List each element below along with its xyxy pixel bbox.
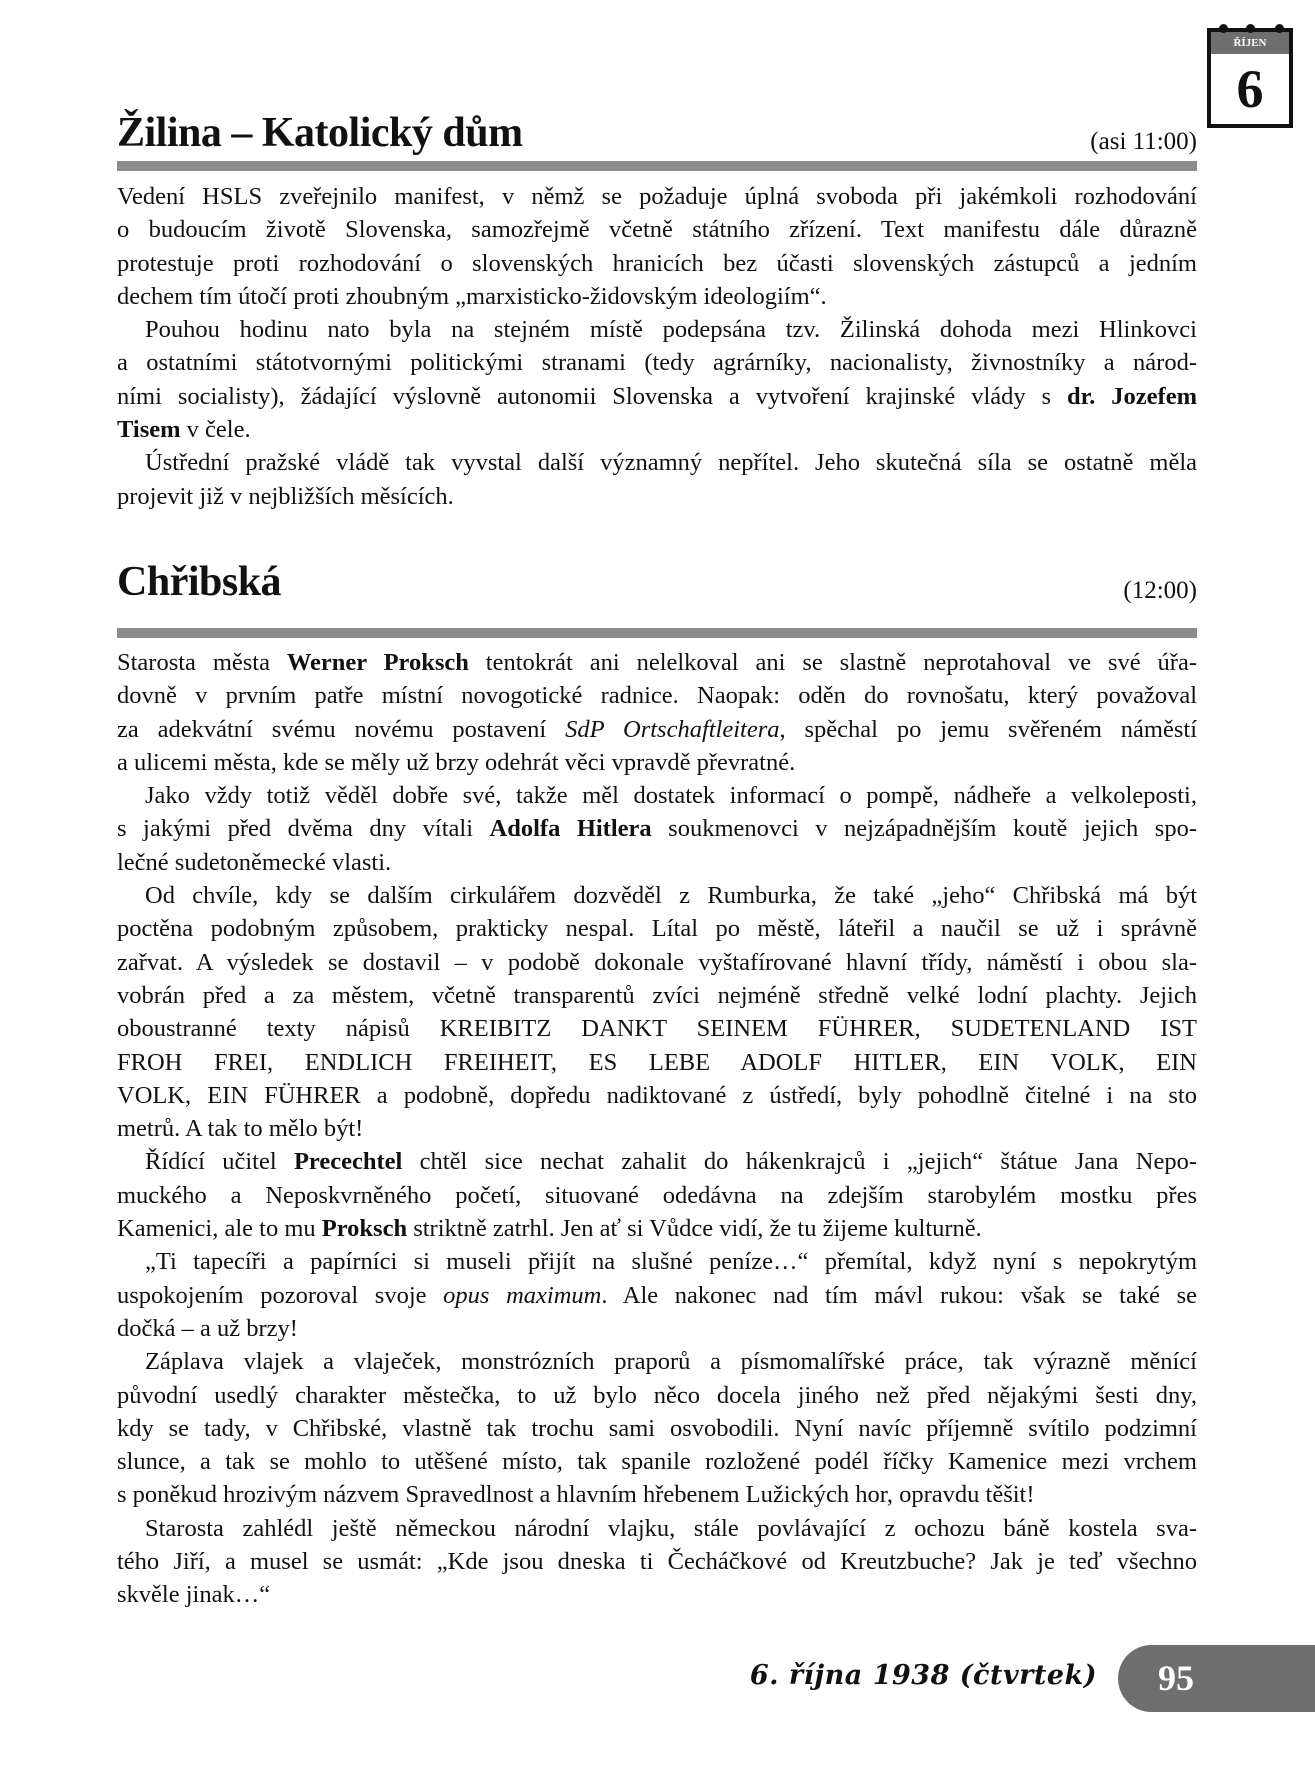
text-run: a ostatními státotvornými politickými stranami (tedy agrárníky, nacionalisty, živnostníky a národ-: [117, 349, 1197, 377]
italic-term: opus maximum: [443, 1281, 602, 1309]
bold-name: Werner Proksch: [286, 649, 469, 676]
calendar-ring-icon: [1246, 24, 1255, 33]
text-line: [117, 1478, 1197, 1511]
section-title: Žilina – Katolický dům: [117, 110, 523, 156]
text-line: [117, 1512, 1197, 1545]
calendar-month: ŘÍJEN: [1211, 32, 1289, 54]
text-run: Ústřední pražské vládě tak vyvstal další významný nepřítel. Jeho skutečná síla se ostatně měla: [145, 449, 1197, 477]
text-line: [117, 1046, 1197, 1079]
section-time: (12:00): [1123, 577, 1197, 604]
text-line: [117, 812, 1197, 845]
text-run: dovně v prvním patře místní novogotické radnice. Naopak: oděn do rovnošatu, který považoval: [117, 682, 1197, 710]
text-run: projevit již v nejbližších měsících.: [117, 482, 454, 510]
section-divider: [117, 161, 1197, 171]
page-number-tab: [1118, 1645, 1315, 1712]
section-body-chribska: [117, 646, 1197, 1612]
text-line: [117, 713, 1197, 746]
text-run: protestuje proti rozhodování o slovenských hranicích bez účasti slovenských zástupců a jedním: [117, 249, 1197, 277]
text-line: [117, 1279, 1197, 1312]
text-line: [117, 1145, 1197, 1178]
text-line: [117, 1545, 1197, 1578]
text-line: [117, 180, 1197, 213]
text-line: [117, 779, 1197, 812]
text-run: za adekvátní svému novému postavení: [117, 715, 566, 743]
page-number: 95: [1158, 1658, 1194, 1698]
text-run: uspokojením pozoroval svoje: [117, 1281, 444, 1309]
text-run: Řídící učitel: [145, 1148, 294, 1176]
text-run: Pouhou hodinu nato byla na stejném místě podepsána tzv. Žilinská dohoda mezi Hlinkovci: [145, 316, 1197, 344]
text-run: Jako vždy totiž věděl dobře své, takže měl dostatek informací o pompě, nádheře a velkoleposti,: [145, 782, 1197, 810]
text-run: původní usedlý charakter městečka, to už bylo něco docela jiného než před nějakými šesti dny,: [117, 1381, 1197, 1409]
text-line: [117, 846, 1197, 879]
text-run: muckého a Neposkvrněného početí, situované odedávna na zdejším starobylém mostku přes: [117, 1181, 1197, 1209]
text-line: [117, 1379, 1197, 1412]
italic-term: SdP Ortschaftleitera: [565, 715, 780, 743]
text-run: oboustranné texty nápisů KREIBITZ DANKT SEINEM FÜHRER, SUDETENLAND IST: [117, 1015, 1197, 1043]
section-time: (asi 11:00): [1090, 128, 1197, 155]
text-run: poctěna podobným způsobem, prakticky nespal. Lítal po městě, láteřil a naučil se už i správně: [117, 915, 1197, 943]
text-run: Starosta zahlédl ještě německou národní vlajku, stále povlávající z ochozu báně kostela sva-: [145, 1514, 1197, 1542]
text-run: dočká – a už brzy!: [117, 1314, 298, 1342]
text-run: striktně zatrhl. Jen ať si Vůdce vidí, že tu žijeme kulturně.: [407, 1215, 982, 1243]
text-line: [117, 1112, 1197, 1145]
text-line: [117, 1012, 1197, 1045]
text-run: tého Jiří, a musel se usmát: „Kde jsou dneska ti Čecháčkové od Kreutzbuche? Jak je teď všechno: [117, 1548, 1197, 1576]
text-line: [117, 1412, 1197, 1445]
text-line: [117, 746, 1197, 779]
text-line: [117, 646, 1197, 679]
text-line: [117, 280, 1197, 313]
text-run: s jakými před dvěma dny vítali: [117, 815, 490, 843]
text-line: [117, 1312, 1197, 1345]
text-run: s poněkud hrozivým názvem Spravedlnost a hlavním hřebenem Lužických hor, opravdu těšit!: [117, 1481, 1035, 1509]
text-run: chtěl sice nechat zahalit do hákenkrajců i „jejich“ štátue Jana Nepo-: [402, 1148, 1197, 1176]
text-line: [117, 213, 1197, 246]
text-run: a ulicemi města, kde se měly už brzy odehrát věci vpravdě převratné.: [117, 748, 796, 776]
text-run: , spěchal po jemu svěřeném náměstí: [779, 715, 1197, 743]
text-run: Starosta města: [117, 649, 287, 676]
text-run: VOLK, EIN FÜHRER a podobně, dopředu nadiktované z ústředí, byly pohodlně čitelné i na sto: [117, 1081, 1197, 1109]
text-line: [117, 480, 1197, 513]
text-line: [117, 979, 1197, 1012]
section-title: Chřibská: [117, 559, 282, 605]
text-line: [117, 912, 1197, 945]
text-line: [117, 1445, 1197, 1478]
text-run: ními socialisty), žádající výslovně autonomii Slovenska a vytvoření krajinské vlády s: [117, 382, 1068, 410]
calendar-ring-icon: [1275, 24, 1284, 33]
text-run: vobrán před a za městem, včetně transparentů zvíci nejméně středně velké lodní plachty. Jejich: [117, 981, 1197, 1009]
text-run: Od chvíle, kdy se dalším cirkulářem dozvěděl z Rumburka, že také „jeho“ Chřibská má být: [145, 882, 1197, 910]
section-body-zilina: [117, 180, 1197, 513]
text-line: [117, 380, 1197, 413]
text-run: Kamenici, ale to mu: [117, 1215, 322, 1243]
text-run: slunce, a tak se mohlo to utěšené místo, tak spanile rozložené podél říčky Kamenice mezi vrchem: [117, 1448, 1197, 1476]
text-line: [117, 313, 1197, 346]
calendar-ring-icon: [1219, 24, 1228, 33]
text-line: [117, 1345, 1197, 1378]
bold-name: Adolfa Hitlera: [489, 815, 652, 843]
text-run: Záplava vlajek a vlaječek, monstrózních praporů a písmomalířské práce, tak výrazně měnící: [145, 1348, 1197, 1376]
text-run: kdy se tady, v Chřibské, vlastně tak trochu sami osvobodili. Nyní navíc příjemně svítilo podzimní: [117, 1414, 1197, 1442]
text-run: tentokrát ani nelelkoval ani se slastně neprotahoval ve své úřa-: [468, 649, 1197, 676]
calendar-day: 6: [1236, 59, 1264, 119]
text-line: [117, 413, 1197, 446]
text-run: . Ale nakonec nad tím mávl rukou: však se také se: [601, 1281, 1197, 1309]
text-line: [117, 1245, 1197, 1278]
calendar-badge: [1207, 28, 1293, 128]
text-run: soukmenovci v nejzápadnějším koutě jejich spo-: [651, 815, 1197, 843]
text-run: o budoucím životě Slovenska, samozřejmě včetně státního zřízení. Text manifestu dále důrazně: [117, 216, 1197, 244]
section-header-zilina: [117, 104, 1197, 154]
text-run: FROH FREI, ENDLICH FREIHEIT, ES LEBE ADOLF HITLER, EIN VOLK, EIN: [117, 1048, 1197, 1076]
text-run: dechem tím útočí proti zhoubným „marxisticko-židovským ideologiím“.: [117, 282, 827, 310]
text-run: „Ti tapecíři a papírníci si museli přijít na slušné peníze…“ přemítal, když nyní s nepokrytým: [145, 1248, 1197, 1276]
text-line: [117, 679, 1197, 712]
footer-date: 6. října 1938 (čtvrtek): [749, 1660, 1097, 1691]
text-run: metrů. A tak to mělo být!: [117, 1115, 364, 1143]
text-run: lečné sudetoněmecké vlasti.: [117, 848, 392, 876]
text-line: [117, 446, 1197, 479]
text-line: [117, 946, 1197, 979]
text-line: [117, 247, 1197, 280]
text-line: [117, 879, 1197, 912]
text-run: v čele.: [180, 416, 251, 444]
text-run: skvěle jinak…“: [117, 1581, 271, 1609]
text-run: Vedení HSLS zveřejnilo manifest, v němž se požaduje úplná svoboda při jakémkoli rozhodování: [117, 183, 1197, 210]
section-header-chribska: [117, 553, 1197, 603]
bold-name: Proksch: [321, 1215, 408, 1243]
bold-name: Precechtel: [293, 1148, 403, 1176]
text-line: [117, 1179, 1197, 1212]
text-line: [117, 1578, 1197, 1611]
bold-name: dr. Jozefem: [1067, 382, 1197, 410]
section-divider: [117, 628, 1197, 638]
text-line: [117, 346, 1197, 379]
text-line: [117, 1212, 1197, 1245]
bold-name: Tisem: [117, 416, 181, 444]
text-line: [117, 1079, 1197, 1112]
text-run: zařvat. A výsledek se dostavil – v podobě dokonale vyštafírované hlavní třídy, náměstí i obou sla-: [117, 948, 1197, 976]
